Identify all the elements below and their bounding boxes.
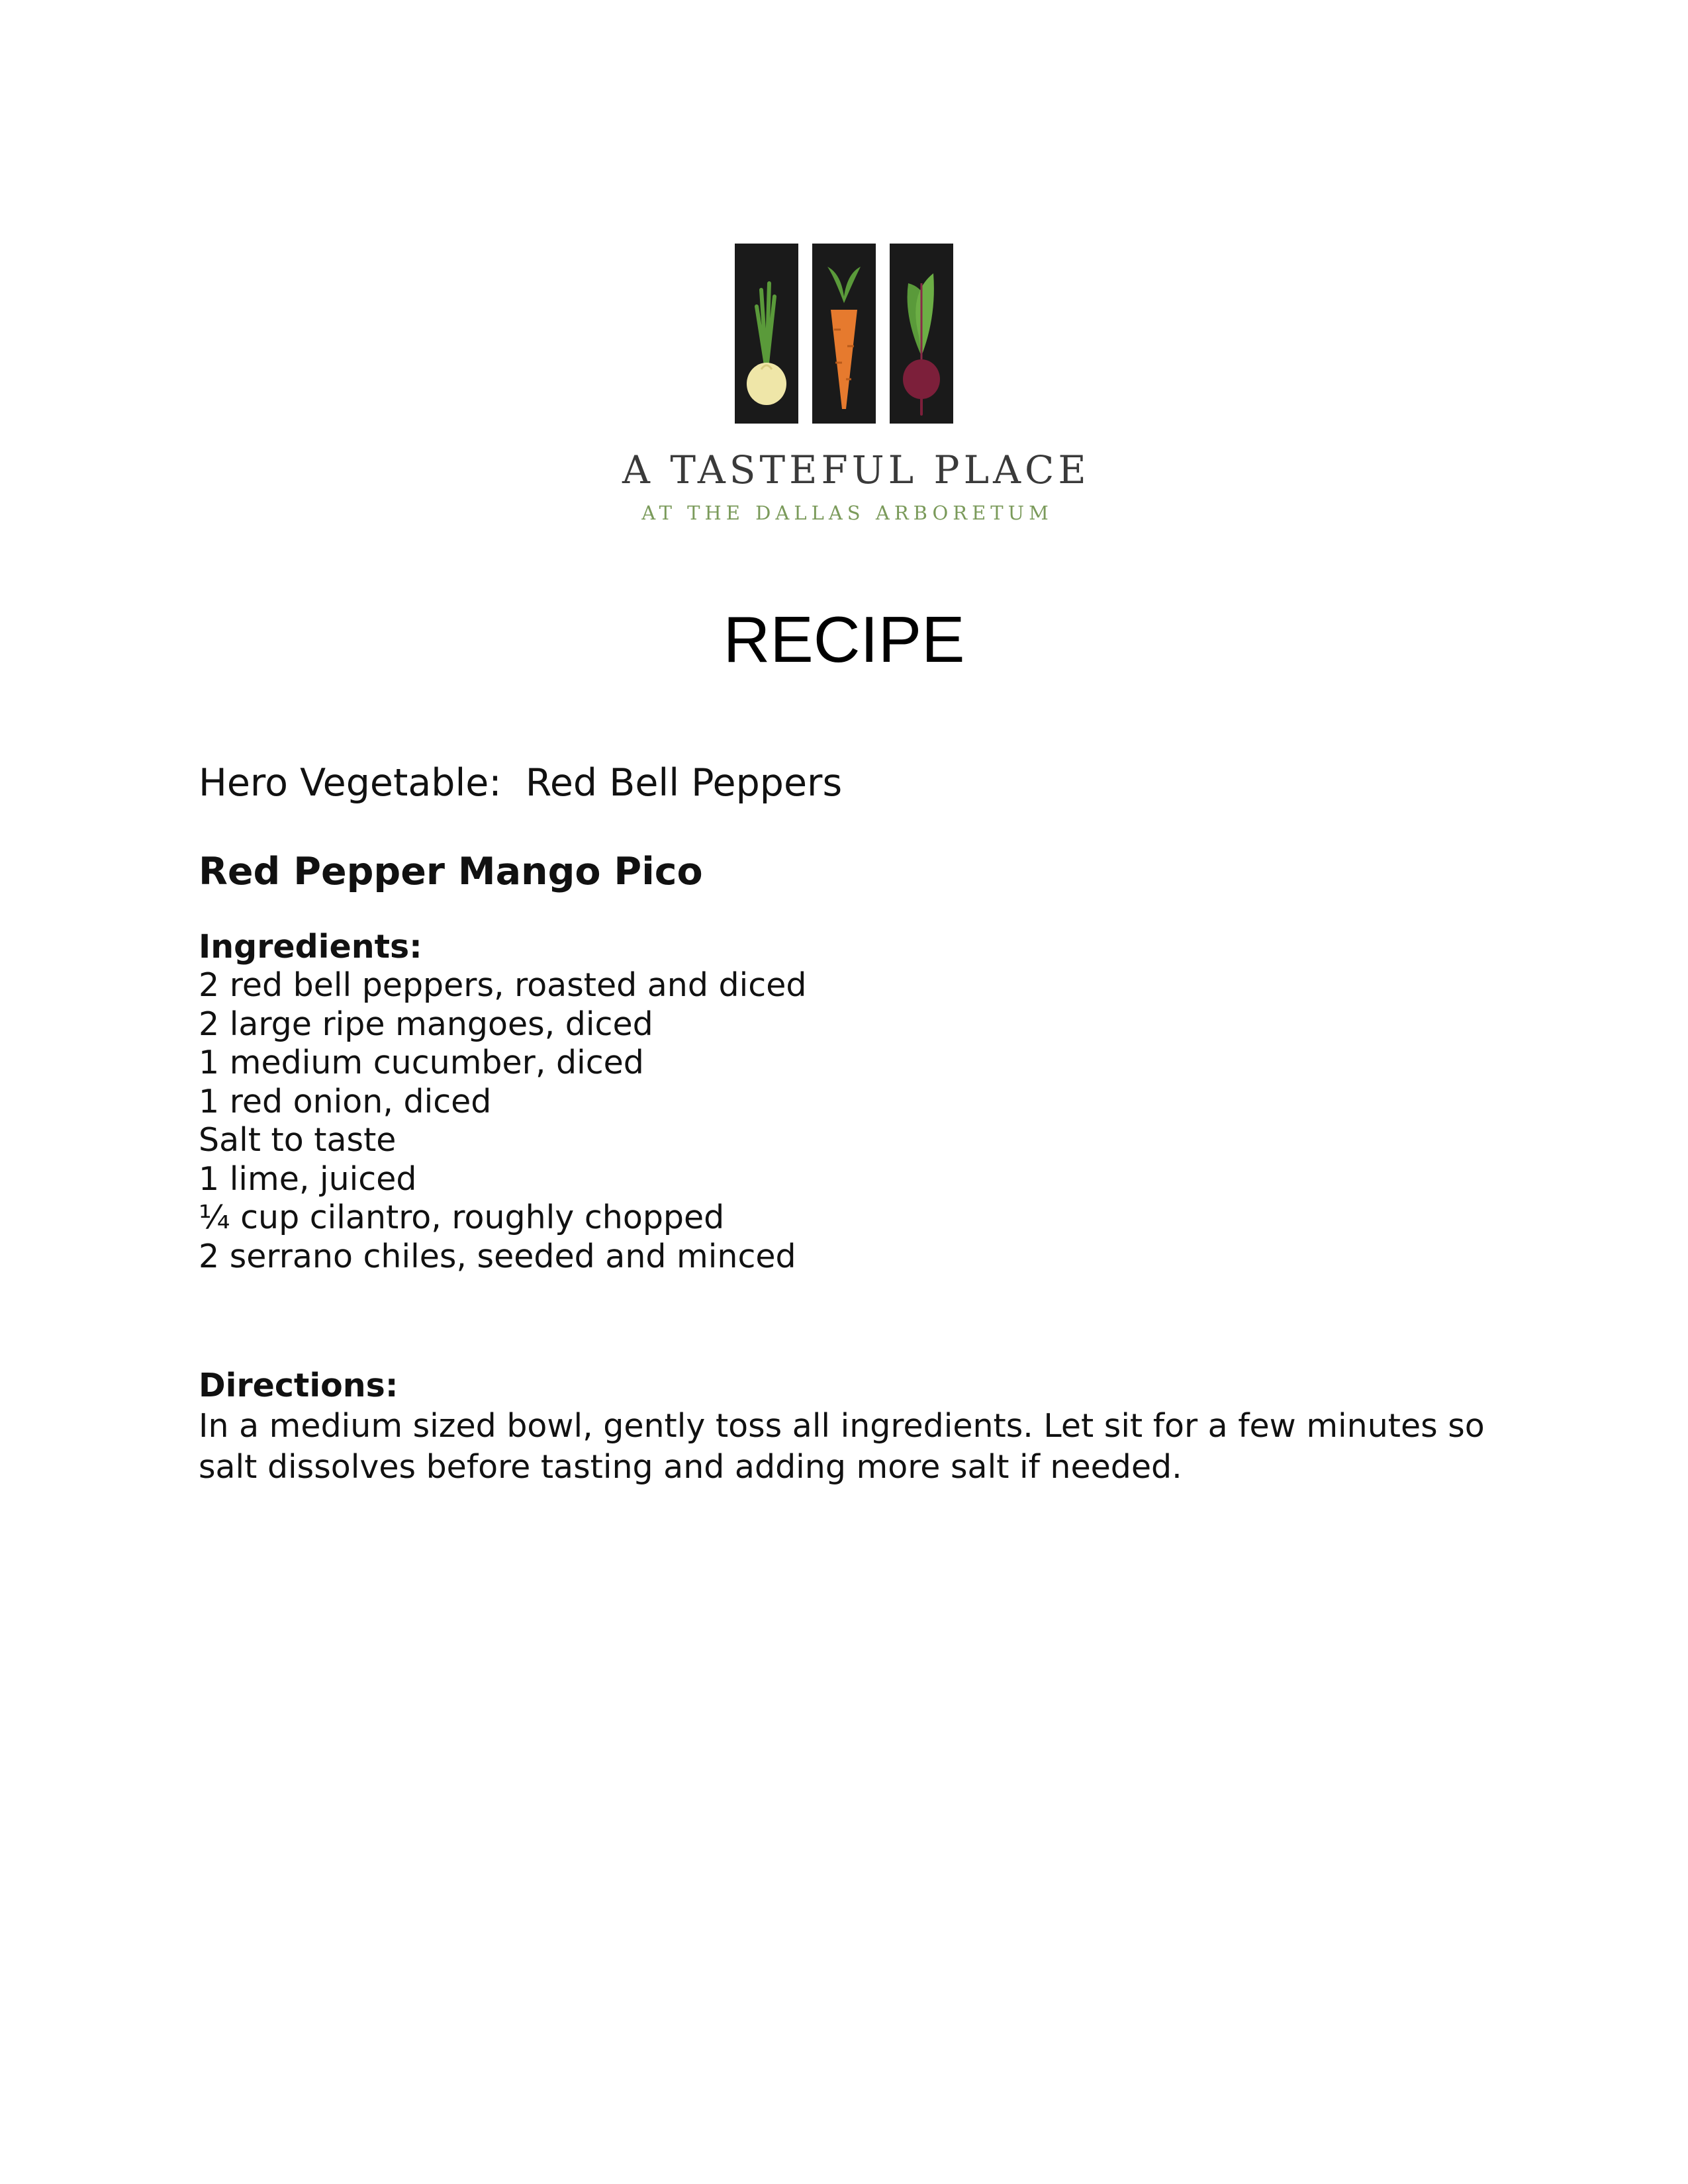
ingredients-list [199,966,806,1276]
hero-vegetable: Hero Vegetable: Red Bell Peppers [199,761,843,805]
onion-icon [735,244,798,424]
logo [735,244,953,424]
ingredients-label: Ingredients: [199,928,422,966]
directions-text: In a medium sized bowl, gently toss all ingredients. Let sit for a few minutes so salt dissolves before tasting and adding more salt if needed. [199,1407,1485,1486]
ingredient-item: 1 lime, juiced [199,1160,417,1198]
ingredient-item: 2 red bell peppers, roasted and diced [199,966,807,1004]
directions-label: Directions: [199,1367,399,1404]
logo-subtitle: AT THE DALLAS ARBORETUM [641,502,1053,524]
carrot-icon [812,244,876,424]
ingredient-item: 1 medium cucumber, diced [199,1044,644,1081]
ingredient-item: Salt to taste [199,1121,397,1159]
ingredient-item: 2 large ripe mangoes, diced [199,1005,653,1043]
ingredient-item: 1 red onion, diced [199,1082,492,1120]
ingredient-item: ¼ cup cilantro, roughly chopped [199,1199,725,1236]
logo-name: A TASTEFUL PLACE [622,447,1090,492]
ingredient-item: 2 serrano chiles, seeded and minced [199,1237,796,1275]
recipe-title: Red Pepper Mango Pico [199,850,703,893]
beet-icon [890,244,953,424]
page-title: RECIPE [723,603,965,676]
